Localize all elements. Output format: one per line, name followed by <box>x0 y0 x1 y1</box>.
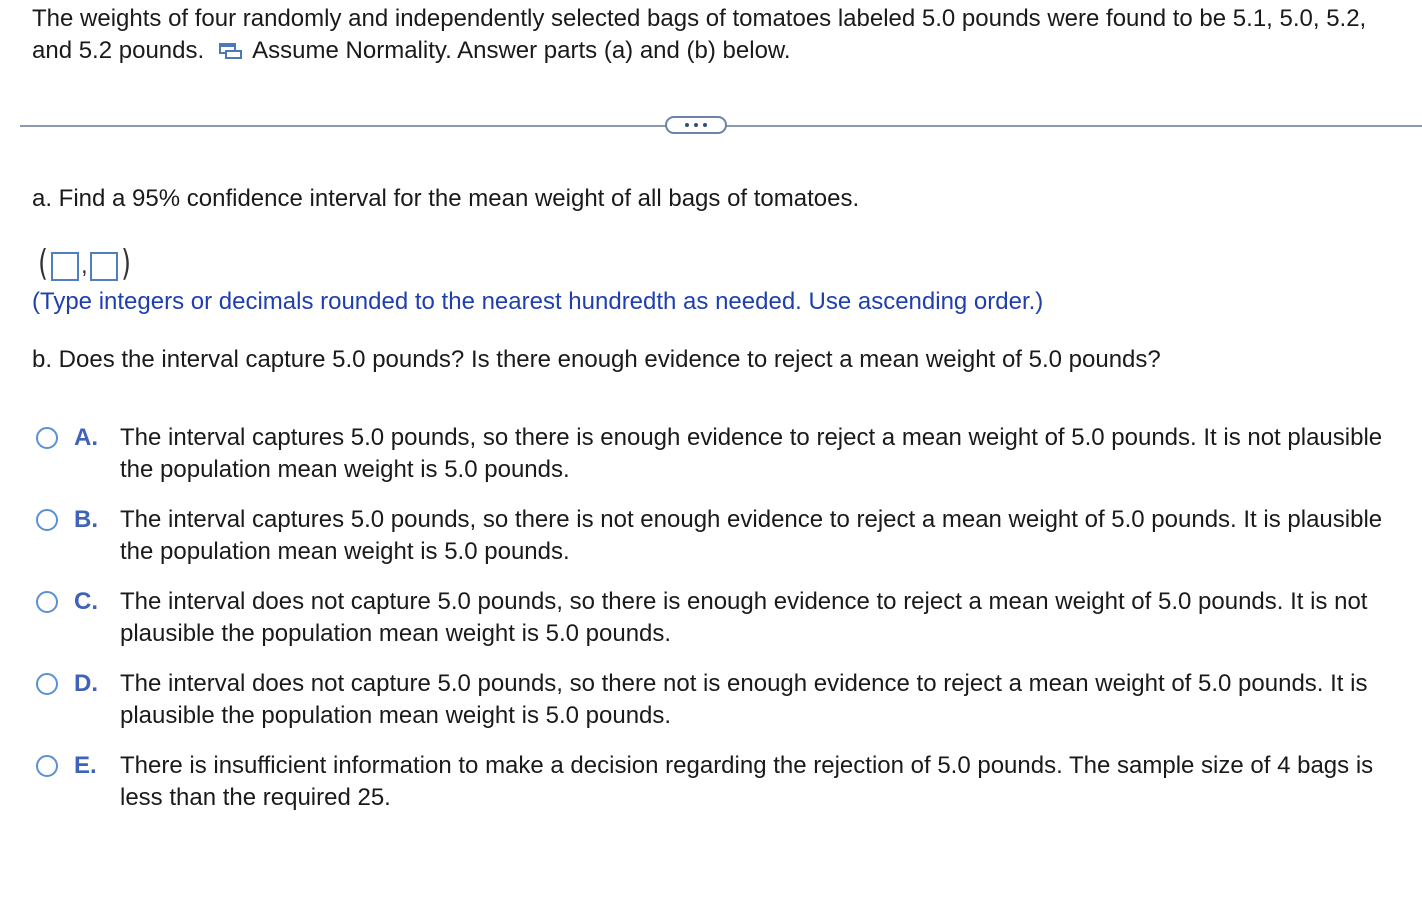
choice-text: The interval captures 5.0 pounds, so there is enough evidence to reject a mean weight of 5.0 pounds. It is not plausible the population mean weight is 5.0 pounds. <box>120 424 1383 483</box>
problem-stem <box>32 3 1392 67</box>
ellipsis-icon <box>685 123 689 127</box>
answer-choices <box>36 422 1416 832</box>
choice-text: There is insufficient information to make a decision regarding the rejection of 5.0 pounds. The sample size of 4 bags is less than the required 25. <box>120 752 1374 811</box>
radio-button[interactable] <box>36 673 58 695</box>
upper-bound-input[interactable] <box>90 252 118 281</box>
choice-d[interactable] <box>36 668 1416 732</box>
radio-button[interactable] <box>36 427 58 449</box>
choice-a[interactable] <box>36 422 1416 486</box>
radio-button[interactable] <box>36 755 58 777</box>
close-paren: ) <box>120 243 131 284</box>
ellipsis-icon <box>703 123 707 127</box>
choice-c[interactable] <box>36 586 1416 650</box>
confidence-interval-input <box>36 243 133 285</box>
radio-button[interactable] <box>36 509 58 531</box>
lower-bound-input[interactable] <box>51 252 79 281</box>
part-a-hint: (Type integers or decimals rounded to the nearest hundredth as needed. Use ascending order.) <box>32 288 1044 315</box>
copy-data-icon[interactable] <box>217 37 243 57</box>
interval-separator: , <box>81 252 88 279</box>
choice-letter: C. <box>74 588 98 615</box>
choice-text: The interval does not capture 5.0 pounds, so there is enough evidence to reject a mean weight of 5.0 pounds. It is not plausible the population mean weight is 5.0 pounds. <box>120 588 1368 647</box>
choice-e[interactable] <box>36 750 1416 814</box>
radio-button[interactable] <box>36 591 58 613</box>
choice-text: The interval captures 5.0 pounds, so there is not enough evidence to reject a mean weight of 5.0 pounds. It is plausible the population mean weight is 5.0 pounds. <box>120 506 1383 565</box>
choice-b[interactable] <box>36 504 1416 568</box>
open-paren: ( <box>38 243 48 284</box>
problem-stem-suffix: Assume Normality. Answer parts (a) and (b) below. <box>252 37 791 64</box>
part-a-question: a. Find a 95% confidence interval for the mean weight of all bags of tomatoes. <box>32 185 860 212</box>
choice-letter: A. <box>74 424 98 451</box>
choice-text: The interval does not capture 5.0 pounds, so there not is enough evidence to reject a mean weight of 5.0 pounds. It is plausible the population mean weight is 5.0 pounds. <box>120 670 1368 729</box>
part-b-question: b. Does the interval capture 5.0 pounds? Is there enough evidence to reject a mean weight of 5.0 pounds? <box>32 346 1161 373</box>
problem-stem-text: The weights of four randomly and independently selected bags of tomatoes labeled 5.0 pounds were found to be 5.1, 5.0, 5.2, and 5.2 pounds. <box>32 5 1367 64</box>
choice-letter: B. <box>74 506 98 533</box>
choice-letter: D. <box>74 670 98 697</box>
choice-letter: E. <box>74 752 97 779</box>
ellipsis-icon <box>694 123 698 127</box>
expand-ellipsis-button[interactable] <box>665 116 727 134</box>
